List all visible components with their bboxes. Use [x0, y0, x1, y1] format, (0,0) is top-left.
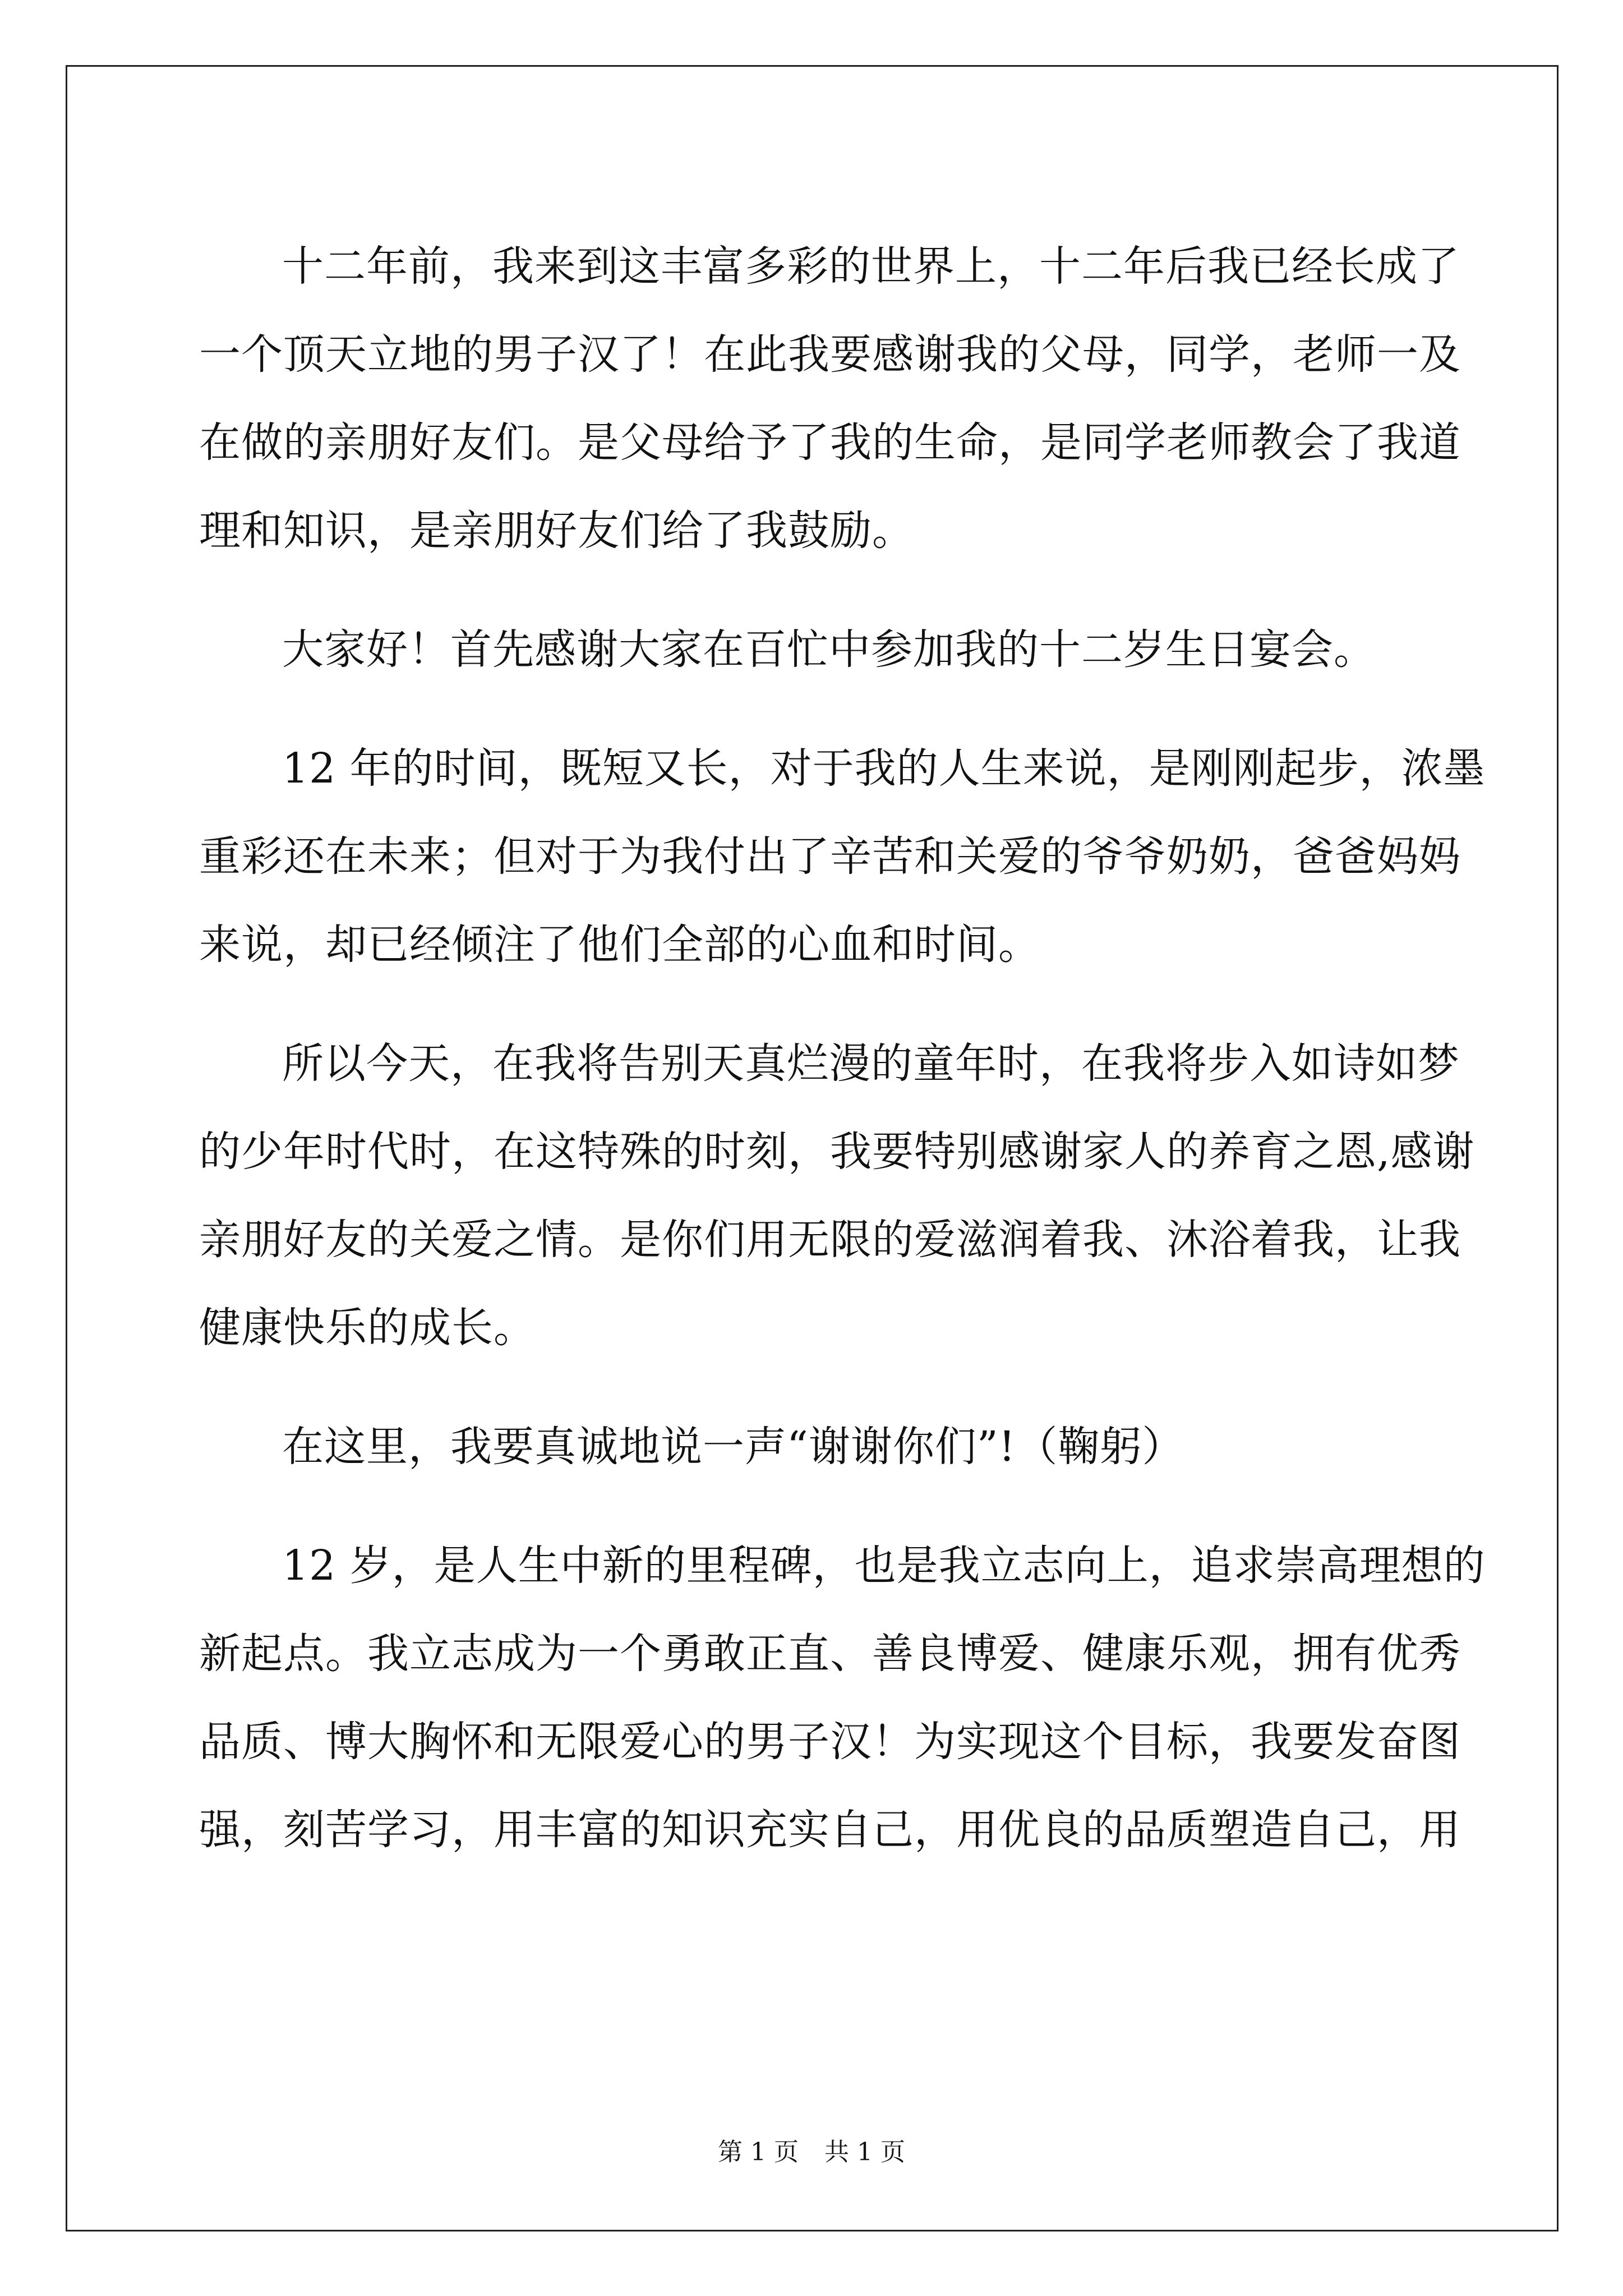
paragraph-gap: [199, 985, 1427, 1016]
document-body: [199, 219, 1486, 1870]
paragraph-4-line-1: 所以今天，在我将告别天真烂漫的童年时，在我将步入如诗如梦: [282, 1039, 1460, 1088]
paragraph-6-line-4: 强，刻苦学习，用丰富的知识充实自己，用优良的品质塑造自己，用: [199, 1805, 1461, 1854]
paragraph-3-line-1: 12 年的时间，既短又长，对于我的人生来说，是刚刚起步，浓墨: [282, 744, 1486, 793]
paragraph-2-line-1: 大家好！首先感谢大家在百忙中参加我的十二岁生日宴会。: [282, 625, 1376, 674]
page-number: 第 1 页: [718, 2138, 799, 2166]
paragraph-6-line-3: 品质、博大胸怀和无限爱心的男子汉！为实现这个目标，我要发奋图: [199, 1717, 1461, 1766]
paragraph-1-line-3: 在做的亲朋好友们。是父母给予了我的生命，是同学老师教会了我道: [199, 418, 1461, 467]
paragraph-6-line-2: 新起点。我立志成为一个勇敢正直、善良博爱、健康乐观，拥有优秀: [199, 1629, 1461, 1678]
paragraph-gap: [199, 1368, 1427, 1399]
paragraph-3-line-3: 来说，却已经倾注了他们全部的心血和时间。: [199, 920, 1040, 969]
paragraph-gap: [199, 571, 1427, 602]
paragraph-4-line-2: 的少年时代时，在这特殊的时刻，我要特别感谢家人的养育之恩,感谢: [199, 1127, 1475, 1176]
page-footer: [0, 2132, 1623, 2168]
paragraph-1-line-4: 理和知识，是亲朋好友们给了我鼓励。: [199, 506, 914, 555]
paragraph-1-line-2: 一个顶天立地的男子汉了！在此我要感谢我的父母，同学，老师一及: [199, 330, 1461, 379]
paragraph-1-line-1: 十二年前，我来到这丰富多彩的世界上，十二年后我已经长成了: [282, 242, 1460, 291]
page-total: 共 1 页: [824, 2138, 905, 2166]
paragraph-gap: [199, 1487, 1427, 1518]
paragraph-3-line-2: 重彩还在未来；但对于为我付出了辛苦和关爱的爷爷奶奶，爸爸妈妈: [199, 832, 1461, 881]
paragraph-4-line-3: 亲朋好友的关爱之情。是你们用无限的爱滋润着我、沐浴着我，让我: [199, 1215, 1461, 1264]
paragraph-6-line-1: 12 岁，是人生中新的里程碑，也是我立志向上，追求崇高理想的: [282, 1541, 1486, 1590]
paragraph-4-line-4: 健康快乐的成长。: [199, 1303, 536, 1352]
paragraph-gap: [199, 690, 1427, 721]
paragraph-5-line-1: 在这里，我要真诚地说一声“谢谢你们”!（鞠躬）: [282, 1422, 1184, 1471]
